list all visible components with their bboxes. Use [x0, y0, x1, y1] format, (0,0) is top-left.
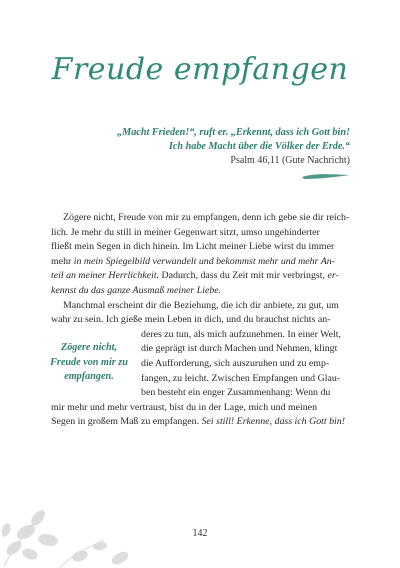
text-line: Manchmal erscheint dir die Beziehung, die ich dir anbiete, zu gut, um	[63, 299, 339, 311]
text-line: die Aufforderung, sich auszuruhen und zu emp-	[141, 357, 330, 369]
page-number: 142	[192, 528, 208, 539]
pull-quote-line: Zögere nicht,	[60, 342, 118, 353]
scripture-quote	[60, 126, 350, 154]
text-line: mir mehr und mehr vertraust, bist du in der Lage, mich und meinen	[51, 401, 318, 413]
leaf-illustration	[0, 470, 140, 568]
pull-quote-line: empfangen.	[64, 371, 114, 383]
brush-stroke-decoration	[300, 171, 352, 181]
scripture-line: „Macht Frieden!“, ruft er. „Erkennt, dass ich Gott bin!	[117, 127, 350, 138]
text-line: teil an meiner Herrlichkeit. Dadurch, dass du Zeit mit mir verbringst, er-	[51, 270, 339, 282]
page-title: Freude empfangen	[51, 52, 349, 87]
text-line: Zögere nicht, Freude von mir zu empfangen, denn ich gebe sie dir reich-	[63, 212, 350, 223]
text-line: die geprägt ist durch Machen und Nehmen, klingt	[141, 343, 338, 355]
text-line: kennst du das ganze Ausmaß meiner Liebe.	[51, 284, 222, 296]
body-text	[51, 211, 357, 430]
text-line: fließt mein Segen in dich hinein. Im Licht meiner Liebe wirst du immer	[51, 241, 335, 253]
text-line: wahr zu sein. Ich gieße mein Leben in dich, und du brauchst nichts an-	[51, 314, 331, 326]
scripture-line: Ich habe Macht über die Völker der Erde.“	[168, 141, 350, 152]
text-line: fangen, zu leicht. Zwischen Empfangen und Glau-	[141, 372, 341, 384]
text-line: lich. Je mehr du still in meiner Gegenwart sitzt, umso ungehinderter	[51, 226, 320, 238]
scripture-reference: Psalm 46,11 (Gute Nachricht)	[230, 155, 350, 166]
pull-quote-line: Freude von mir zu	[50, 356, 128, 368]
text-line: Segen in großem Maß zu empfangen. Sei still! Erkenne, dass ich Gott bin!	[51, 416, 346, 428]
text-line: deres zu tun, als mich aufzunehmen. In einer Welt,	[141, 328, 342, 340]
pull-quote	[36, 341, 142, 385]
text-line: mehr in mein Spiegelbild verwandelt und bekommst mehr und mehr An-	[51, 255, 335, 267]
text-line: ben besteht ein enger Zusammenhang: Wenn du	[141, 387, 331, 399]
